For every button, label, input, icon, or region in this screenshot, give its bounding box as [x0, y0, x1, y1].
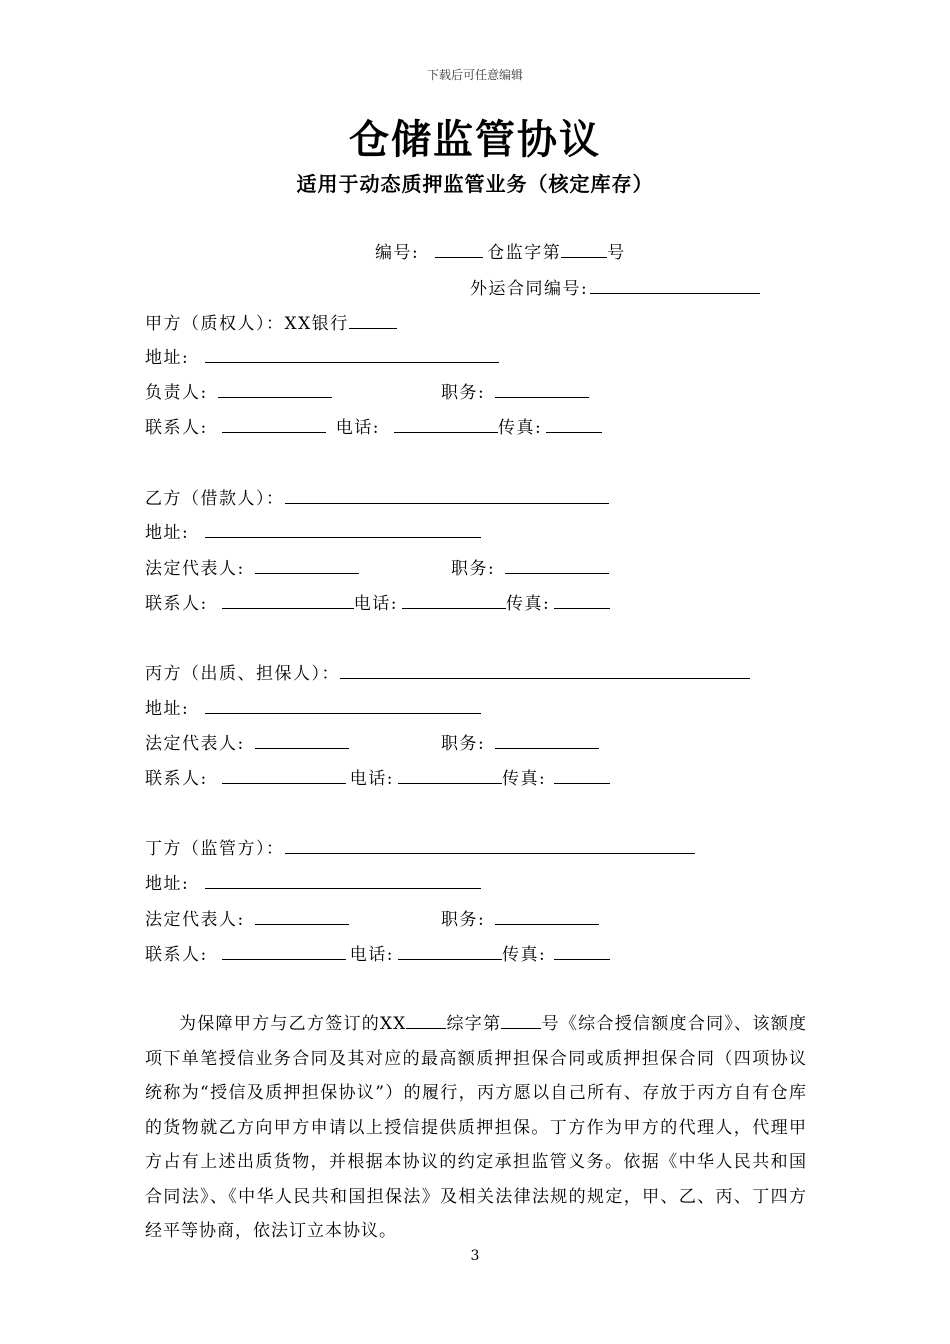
- party-d-position-blank[interactable]: [495, 907, 599, 925]
- party-a-fax-label: 传真:: [497, 418, 543, 438]
- party-d-person-blank[interactable]: [255, 907, 349, 925]
- party-c-position-blank[interactable]: [495, 731, 599, 749]
- party-a-address-line: [145, 345, 503, 369]
- party-a-phone-label: 电话:: [335, 418, 380, 438]
- party-c-phone-blank[interactable]: [398, 766, 502, 784]
- party-d-contact-blank[interactable]: [222, 942, 346, 960]
- party-d-position-line: [441, 907, 603, 931]
- party-d-address-label: 地址:: [145, 874, 190, 894]
- party-a-contact-label: 联系人:: [145, 418, 208, 438]
- party-a-person-blank[interactable]: [218, 380, 332, 398]
- party-c-person-label: 法定代表人:: [145, 734, 245, 754]
- party-b-fax-blank[interactable]: [554, 591, 610, 609]
- party-a-fax-blank[interactable]: [546, 415, 602, 433]
- party-c-address-blank[interactable]: [205, 696, 481, 714]
- party-b-heading-blank[interactable]: [285, 486, 609, 504]
- party-d-heading-blank[interactable]: [285, 836, 695, 854]
- external-contract-label: 外运合同编号:: [470, 279, 589, 299]
- preamble-blank-1[interactable]: [406, 1011, 446, 1029]
- document-subtitle: 适用于动态质押监管业务（核定库存）: [296, 172, 654, 196]
- party-c-address-label: 地址:: [145, 699, 190, 719]
- party-a-position-line: [441, 380, 593, 404]
- number-suffix: 号: [607, 243, 626, 263]
- party-b-address-label: 地址:: [145, 523, 190, 543]
- party-d-heading: [145, 836, 699, 860]
- external-contract-blank[interactable]: [590, 276, 760, 294]
- number-line: [375, 240, 626, 264]
- party-c-heading-blank[interactable]: [340, 661, 750, 679]
- party-d-address-line: [145, 871, 485, 895]
- preamble-part-1: 为保障甲方与乙方签订的XX: [179, 1014, 407, 1034]
- party-c-contact-label: 联系人:: [145, 769, 208, 789]
- party-d-address-blank[interactable]: [205, 871, 481, 889]
- page-number: 3: [470, 1248, 480, 1264]
- party-b-phone-blank[interactable]: [402, 591, 506, 609]
- party-b-person-line: [145, 556, 363, 580]
- number-middle: 仓监字第: [487, 243, 562, 263]
- party-d-position-label: 职务:: [441, 910, 486, 930]
- party-a-heading-text: 甲方（质权人）：XX银行: [145, 314, 349, 334]
- party-b-contact-blank[interactable]: [222, 591, 354, 609]
- party-c-phone-label: 电话:: [349, 769, 394, 789]
- number-blank-2[interactable]: [561, 240, 607, 258]
- party-d-phone-blank[interactable]: [398, 942, 502, 960]
- number-label: 编号:: [375, 243, 420, 263]
- party-b-position-line: [451, 556, 613, 580]
- party-b-position-blank[interactable]: [505, 556, 609, 574]
- party-a-phone-blank[interactable]: [394, 415, 498, 433]
- party-a-heading-blank[interactable]: [349, 311, 397, 329]
- party-a-person-label: 负责人:: [145, 383, 208, 403]
- party-c-fax-label: 传真:: [501, 769, 547, 789]
- party-a-address-label: 地址:: [145, 348, 190, 368]
- party-a-position-blank[interactable]: [495, 380, 589, 398]
- party-b-person-blank[interactable]: [255, 556, 359, 574]
- party-b-heading-text: 乙方（借款人）：: [145, 489, 285, 509]
- party-b-phone-label: 电话:: [353, 594, 398, 614]
- party-b-contact-line: [145, 591, 614, 615]
- party-a-person-line: [145, 380, 336, 404]
- party-a-contact-blank[interactable]: [222, 415, 326, 433]
- party-b-person-label: 法定代表人:: [145, 559, 245, 579]
- party-b-fax-label: 传真:: [505, 594, 551, 614]
- party-a-contact-line: [145, 415, 606, 439]
- party-b-position-label: 职务:: [451, 559, 496, 579]
- party-b-heading: [145, 486, 613, 510]
- party-c-fax-blank[interactable]: [554, 766, 610, 784]
- party-b-contact-label: 联系人:: [145, 594, 208, 614]
- preamble-part-2: 综字第: [446, 1014, 502, 1034]
- party-c-contact-blank[interactable]: [222, 766, 346, 784]
- document-title: 仓储监管协议: [349, 116, 601, 163]
- party-d-person-label: 法定代表人:: [145, 910, 245, 930]
- party-d-phone-label: 电话:: [349, 945, 394, 965]
- party-a-heading: [145, 311, 401, 335]
- party-a-address-blank[interactable]: [205, 345, 499, 363]
- party-d-fax-label: 传真:: [501, 945, 547, 965]
- party-d-person-line: [145, 907, 353, 931]
- party-c-position-line: [441, 731, 603, 755]
- party-c-address-line: [145, 696, 485, 720]
- party-c-person-blank[interactable]: [255, 731, 349, 749]
- party-c-person-line: [145, 731, 353, 755]
- party-b-address-line: [145, 520, 485, 544]
- party-b-address-blank[interactable]: [205, 520, 481, 538]
- party-d-heading-text: 丁方（监管方）：: [145, 839, 285, 859]
- header-note: 下载后可任意编辑: [426, 68, 523, 82]
- party-d-contact-label: 联系人:: [145, 945, 208, 965]
- party-c-contact-line: [145, 766, 614, 790]
- party-c-position-label: 职务:: [441, 734, 486, 754]
- party-d-fax-blank[interactable]: [554, 942, 610, 960]
- preamble-blank-2[interactable]: [501, 1011, 541, 1029]
- number-blank-1[interactable]: [435, 240, 483, 258]
- preamble-part-3: 号《综合授信额度合同》、该额度项下单笔授信业务合同及其对应的最高额质押担保合同或质押担保合同（四项协议统称为“授信及质押担保协议”）的履行，丙方愿以自己所有、存放于丙方自有仓库的货物就乙方向甲方申请以上授信提供质押担保。丁方作为甲方的代理人，代理甲方占有上述出质货物，并根据本协议的约定承担监管义务。依据《中华人民共和国合同法》、《中华人民共和国担保法》及相关法律法规的规定，甲、乙、丙、丁四方经平等协商，依法订立本协议。: [145, 1014, 807, 1241]
- external-contract-line: [470, 276, 764, 300]
- party-d-contact-line: [145, 942, 614, 966]
- party-c-heading-text: 丙方（出质、担保人）：: [145, 664, 340, 684]
- party-c-heading: [145, 661, 754, 685]
- party-a-position-label: 职务:: [441, 383, 486, 403]
- preamble-paragraph: [145, 1007, 807, 1249]
